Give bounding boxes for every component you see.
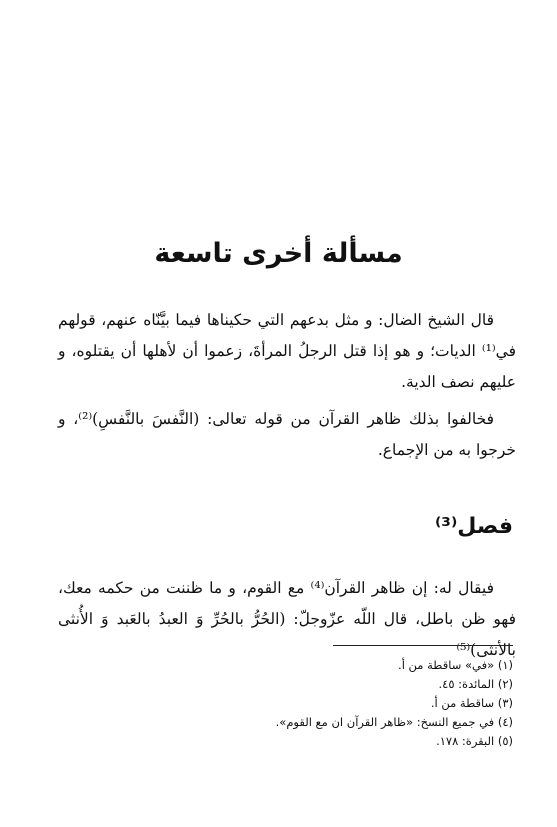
paragraph-1-text: قال الشيخ الضال: و مثل بدعهم التي حكيناها فيما بيَّنّاه عنهم، قولهم في⁽¹⁾ الديات؛ و هو إذا قتل الرجلُ المرأةَ، زعموا أن لأهلها أن يقتلوه، و عليهم نصف الدية. — [58, 311, 516, 391]
footnote-4: (٤) في جميع النسخ: «ظاهر القرآن ان مع القوم». — [275, 715, 513, 729]
footnotes — [53, 656, 513, 751]
paragraph-3 — [58, 573, 516, 666]
footnote-2: (٢) المائدة: ٤٥. — [438, 677, 513, 691]
paragraph-1 — [58, 305, 516, 398]
paragraph-2 — [58, 404, 516, 466]
footnote-5: (٥) البقرة: ١٧٨. — [436, 734, 513, 748]
section-heading: فصل⁽³⁾ — [434, 514, 513, 539]
page-title: مسألة أخرى تاسعة — [154, 238, 403, 269]
paragraph-2-text: فخالفوا بذلك ظاهر القرآن من قوله تعالى: (النَّفسَ بالنَّفسِ)⁽²⁾، و خرجوا به من الإجماع. — [58, 410, 516, 459]
footnote-divider — [333, 645, 513, 646]
paragraph-3-text: فيقال له: إن ظاهر القرآن⁽⁴⁾ مع القوم، و ما ظننت من حكمه معك، فهو ظن باطل، قال اللّه عزّوجلّ: (الحُرُّ بالحُرِّ وَ العبدُ بالعَبد وَ الأُنثى بالأنثى)⁽⁵⁾ — [58, 579, 516, 659]
footnote-3: (٣) ساقطة من أ. — [430, 696, 513, 710]
footnote-1: (١) «في» ساقطة من أ. — [398, 658, 513, 672]
